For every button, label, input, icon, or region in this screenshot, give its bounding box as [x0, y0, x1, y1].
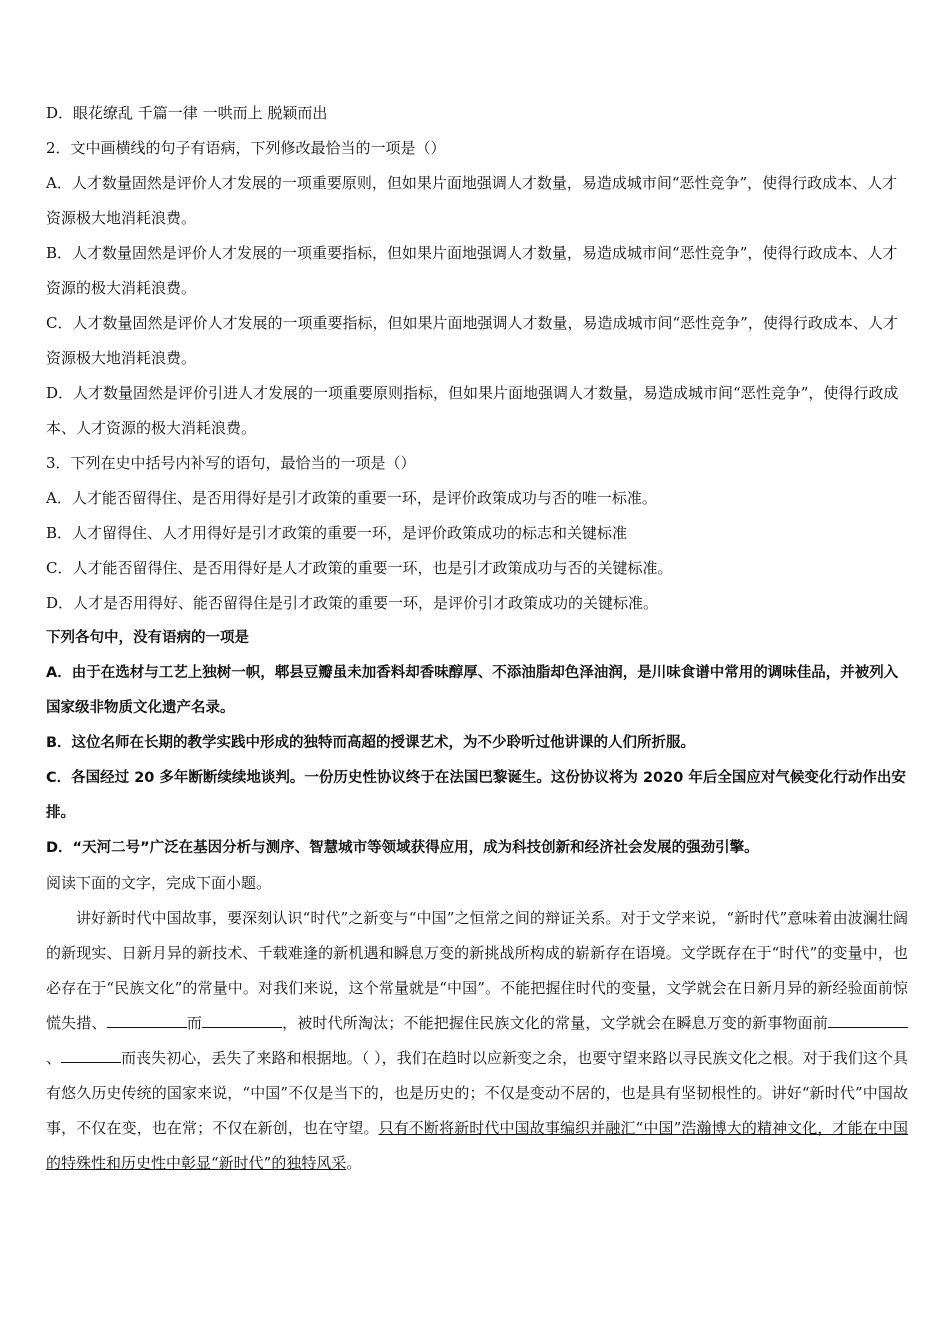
- q3-option-d: D．人才是否用得好、能否留得住是引才政策的重要一环，是评价引才政策成功的关键标准。: [46, 594, 659, 612]
- blank-3: [828, 1013, 908, 1028]
- q4-option-b: B．这位名师在长期的教学实践中形成的独特而高超的授课艺术，为不少聆听过他讲课的人们所折服。: [46, 735, 696, 751]
- reading-intro: 阅读下面的文字，完成下面小题。: [46, 874, 272, 892]
- q3-option-a: A．人才能否留得住、是否用得好是引才政策的重要一环，是评价政策成功与否的唯一标准。: [46, 489, 657, 507]
- passage-text-3: ，被时代所淘汰；不能把握住民族文化的常量，文学就会在瞬息万变的新事物面前: [281, 1014, 828, 1032]
- q3-stem: 3．下列在史中括号内补写的语句，最恰当的一项是（）: [46, 454, 416, 472]
- passage-end: 。: [346, 1154, 362, 1172]
- blank-4: [61, 1048, 121, 1063]
- q2-option-b: B．人才数量固然是评价人才发展的一项重要指标，但如果片面地强调人才数量，易造成城市间“恶性竞争”，使得行政成本、人才资源的极大消耗浪费。: [46, 244, 898, 297]
- q4-stem: 下列各句中，没有语病的一项是: [46, 630, 249, 646]
- q2-option-a: A．人才数量固然是评价人才发展的一项重要原则，但如果片面地强调人才数量，易造成城市间“恶性竞争”，使得行政成本、人才资源极大地消耗浪费。: [46, 174, 898, 227]
- passage-text-1: 讲好新时代中国故事，要深刻认识“时代”之新变与“中国”之恒常之间的辩证关系。对于文学来说，“新时代”意味着由波澜壮阔的新现实、日新月异的新技术、千载难逢的新机遇和瞬息万变的新挑战所构成的崭新存在语境。文学既存在于“时代”的变量中，也必存在于“民族文化”的常量中。对我们来说，这个常量就是“中国”。不能把握住时代的变量，文学就会在日新月异的新经验面前惊慌失措、: [46, 909, 908, 1032]
- q2-option-c: C．人才数量固然是评价人才发展的一项重要指标，但如果片面地强调人才数量，易造成城市间“恶性竞争”，使得行政成本、人才资源极大地消耗浪费。: [46, 314, 898, 367]
- passage-text-5: 而丧失初心，丢失了来路和根据地。（ ），我们在趋时以应新变之余，也要守望来路以寻民族文化之根。对于我们这个具有悠久历史传统的国家来说，“中国”不仅是当下的，也是历史的；不仅是变动不居的，也是具有坚韧根性的。讲好“新时代”中国故事，不仅在变，也在常；不仅在新创，也在守望。: [46, 1049, 908, 1137]
- passage-text-4: 、: [46, 1049, 62, 1067]
- passage-text-2: 而: [186, 1014, 202, 1032]
- q4-option-a: A．由于在选材与工艺上独树一帜，郫县豆瓣虽未加香料却香味醇厚、不添油脂却色泽油润，是川味食谱中常用的调味佳品，并被列入国家级非物质文化遗产名录。: [46, 665, 899, 716]
- underlined-sentence: 只有不断将新时代中国故事编织并融汇“中国”浩瀚博大的精神文化，才能在中国的特殊性和历史性中彰显“新时代”的独特风采: [46, 1119, 908, 1172]
- reading-passage: [46, 901, 908, 1181]
- blank-1: [107, 1013, 187, 1028]
- q4-option-d: D．“天河二号”广泛在基因分析与测序、智慧城市等领域获得应用，成为科技创新和经济社会发展的强劲引擎。: [46, 840, 759, 856]
- q1-option-d: D．眼花缭乱 千篇一律 一哄而上 脱颖而出: [46, 104, 328, 122]
- document-page: [46, 96, 908, 1181]
- q3-option-b: B．人才留得住、人才用得好是引才政策的重要一环，是评价政策成功的标志和关键标准: [46, 524, 628, 542]
- q3-option-c: C．人才能否留得住、是否用得好是人才政策的重要一环，也是引才政策成功与否的关键标准。: [46, 559, 673, 577]
- q2-stem: 2．文中画横线的句子有语病，下列修改最恰当的一项是（）: [46, 139, 446, 157]
- blank-2: [202, 1013, 282, 1028]
- q2-option-d: D．人才数量固然是评价引进人才发展的一项重要原则指标，但如果片面地强调人才数量，易造成城市间“恶性竞争”，使得行政成本、人才资源的极大消耗浪费。: [46, 384, 899, 437]
- q4-option-c: C．各国经过 20 多年断断续续地谈判。一份历史性协议终于在法国巴黎诞生。这份协议将为 2020 年后全国应对气候变化行动作出安排。: [46, 770, 906, 821]
